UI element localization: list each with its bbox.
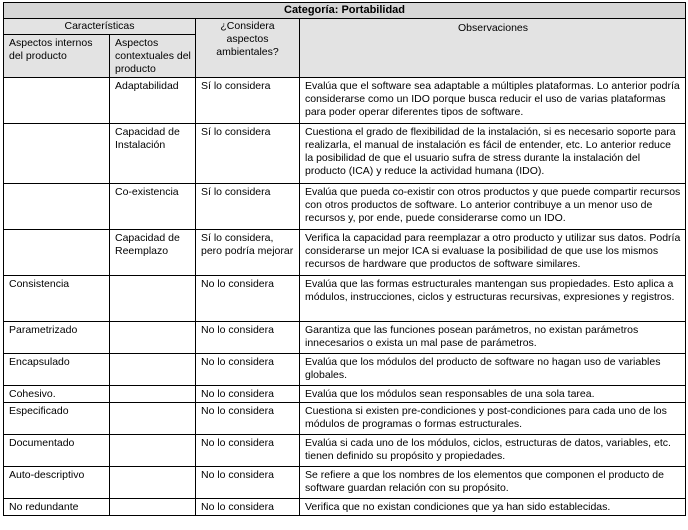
table-row bbox=[4, 354, 686, 386]
considera-cell: No lo considera bbox=[196, 435, 300, 467]
internal-cell bbox=[4, 230, 110, 276]
internal-cell: Parametrizado bbox=[4, 322, 110, 354]
observaciones-cell: Evalúa si cada uno de los módulos, ciclos, estructuras de datos, variables, etc. tienen definido su propósito y propiedades. bbox=[300, 435, 686, 467]
contextual-cell bbox=[110, 467, 196, 499]
observaciones-cell: Se refiere a que los nombres de los elementos que componen el producto de software guardan relación con su propósito. bbox=[300, 467, 686, 499]
considera-cell: No lo considera bbox=[196, 354, 300, 386]
observaciones-cell: Cuestiona si existen pre-condiciones y post-condiciones para cada uno de los módulos de programas o formas estructurales. bbox=[300, 403, 686, 435]
table-row bbox=[4, 184, 686, 230]
contextual-cell bbox=[110, 354, 196, 386]
internal-cell bbox=[4, 78, 110, 124]
contextual-cell bbox=[110, 322, 196, 354]
table-row bbox=[4, 230, 686, 276]
internal-cell: Documentado bbox=[4, 435, 110, 467]
considera-cell: Sí lo considera bbox=[196, 124, 300, 184]
internal-cell: Auto-descriptivo bbox=[4, 467, 110, 499]
observaciones-cell: Evalúa que los módulos sean responsables de una sola tarea. bbox=[300, 386, 686, 403]
table-row bbox=[4, 322, 686, 354]
internal-cell: Cohesivo. bbox=[4, 386, 110, 403]
contextual-cell: Capacidad de Instalación bbox=[110, 124, 196, 184]
table-row bbox=[4, 403, 686, 435]
considera-header: ¿Considera aspectos ambientales? bbox=[196, 19, 300, 78]
internal-cell: No redundante bbox=[4, 499, 110, 516]
contextual-cell: Adaptabilidad bbox=[110, 78, 196, 124]
category-title: Categoría: Portabilidad bbox=[4, 3, 686, 19]
considera-cell: No lo considera bbox=[196, 386, 300, 403]
contextuales-header: Aspectos contextuales del producto bbox=[110, 35, 196, 78]
observaciones-cell: Garantiza que las funciones posean parámetros, no existan parámetros innecesarios o exista un mal pase de parámetros. bbox=[300, 322, 686, 354]
table-row bbox=[4, 386, 686, 403]
observaciones-cell: Verifica la capacidad para reemplazar a otro producto y utilizar sus datos. Podría considerarse un mejor ICA si evaluase la posibilidad de que use los mismos recursos de hardware que productos de software similares. bbox=[300, 230, 686, 276]
internal-cell bbox=[4, 184, 110, 230]
observaciones-header: Observaciones bbox=[300, 19, 686, 78]
header-row-1 bbox=[4, 19, 686, 35]
internal-cell: Encapsulado bbox=[4, 354, 110, 386]
observaciones-cell: Verifica que no existan condiciones que ya han sido establecidas. bbox=[300, 499, 686, 516]
contextual-cell bbox=[110, 435, 196, 467]
considera-cell: No lo considera bbox=[196, 322, 300, 354]
table-row bbox=[4, 124, 686, 184]
contextual-cell: Co-existencia bbox=[110, 184, 196, 230]
internal-cell: Especificado bbox=[4, 403, 110, 435]
internal-cell bbox=[4, 124, 110, 184]
considera-cell: No lo considera bbox=[196, 403, 300, 435]
category-row bbox=[4, 3, 686, 19]
contextual-cell bbox=[110, 386, 196, 403]
table-row bbox=[4, 435, 686, 467]
contextual-cell bbox=[110, 403, 196, 435]
contextual-cell bbox=[110, 276, 196, 322]
table-row bbox=[4, 499, 686, 516]
considera-cell: Sí lo considera, pero podría mejorar bbox=[196, 230, 300, 276]
contextual-cell bbox=[110, 499, 196, 516]
internos-header: Aspectos internos del producto bbox=[4, 35, 110, 78]
observaciones-cell: Evalúa que los módulos del producto de software no hagan uso de variables globales. bbox=[300, 354, 686, 386]
caracteristicas-header: Características bbox=[4, 19, 196, 35]
considera-cell: No lo considera bbox=[196, 499, 300, 516]
portability-table bbox=[3, 2, 686, 516]
observaciones-cell: Cuestiona el grado de flexibilidad de la instalación, si es necesario soporte para realizarla, el manual de instalación es fácil de entender, etc. Lo anterior reduce la posibilidad de que el usuario sufra de stress durante la instalación del producto (ICA) y reduce la actividad humana (IDO). bbox=[300, 124, 686, 184]
considera-cell: Sí lo considera bbox=[196, 184, 300, 230]
contextual-cell: Capacidad de Reemplazo bbox=[110, 230, 196, 276]
considera-cell: No lo considera bbox=[196, 467, 300, 499]
table-row bbox=[4, 78, 686, 124]
observaciones-cell: Evalúa que pueda co-existir con otros productos y que puede compartir recursos con otros productos de software. Lo anterior contribuye a un menor uso de recursos y, por ende, puede considerarse como un IDO. bbox=[300, 184, 686, 230]
table-row bbox=[4, 276, 686, 322]
observaciones-cell: Evalúa que las formas estructurales mantengan sus propiedades. Esto aplica a módulos, instrucciones, ciclos y estructuras recursivas, expresiones y registros. bbox=[300, 276, 686, 322]
considera-cell: Sí lo considera bbox=[196, 78, 300, 124]
table-row bbox=[4, 467, 686, 499]
internal-cell: Consistencia bbox=[4, 276, 110, 322]
observaciones-cell: Evalúa que el software sea adaptable a múltiples plataformas. Lo anterior podría considerarse como un IDO porque busca reducir el uso de varias plataformas para poder operar diferentes tipos de software. bbox=[300, 78, 686, 124]
considera-cell: No lo considera bbox=[196, 276, 300, 322]
